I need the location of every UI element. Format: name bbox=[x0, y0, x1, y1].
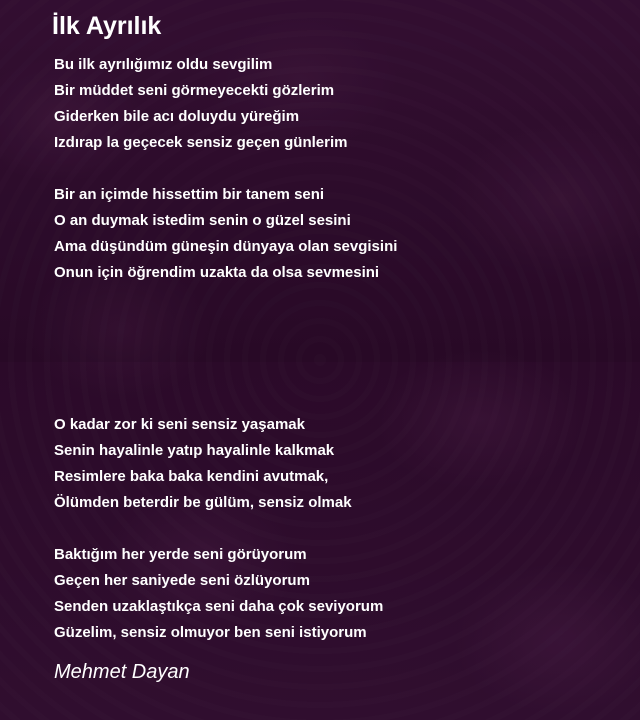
poem-line: Senden uzaklaştıkça seni daha çok seviyorum bbox=[54, 598, 384, 615]
stanza-4 bbox=[54, 542, 383, 646]
stanza-3 bbox=[54, 412, 352, 516]
poem-line: Bu ilk ayrılığımız oldu sevgilim bbox=[54, 56, 273, 73]
poem-line: Bir an içimde hissettim bir tanem seni bbox=[54, 186, 325, 203]
poem-line: Bir müddet seni görmeyecekti gözlerim bbox=[54, 82, 335, 99]
poem-line: Baktığım her yerde seni görüyorum bbox=[54, 546, 307, 563]
poem-line: Güzelim, sensiz olmuyor ben seni istiyorum bbox=[54, 624, 367, 641]
poem-line: Onun için öğrendim uzakta da olsa sevmesini bbox=[54, 264, 380, 281]
poem-line: Senin hayalinle yatıp hayalinle kalkmak bbox=[54, 442, 335, 459]
poem-line: O an duymak istedim senin o güzel sesini bbox=[54, 212, 351, 229]
stanza-1 bbox=[54, 52, 347, 156]
poem-author: Mehmet Dayan bbox=[54, 661, 190, 683]
poem-line: Ama düşündüm güneşin dünyaya olan sevgisini bbox=[54, 238, 398, 255]
poem-line: Izdırap la geçecek sensiz geçen günlerim bbox=[54, 134, 348, 151]
poem-line: Giderken bile acı doluydu yüreğim bbox=[54, 108, 300, 125]
poem-line: O kadar zor ki seni sensiz yaşamak bbox=[54, 416, 305, 433]
poem-line: Resimlere baka baka kendini avutmak, bbox=[54, 468, 329, 485]
poem-line: Geçen her saniyede seni özlüyorum bbox=[54, 572, 310, 589]
stanza-2 bbox=[54, 182, 397, 286]
poem-line: Ölümden beterdir be gülüm, sensiz olmak bbox=[54, 494, 352, 511]
poem-title: İlk Ayrılık bbox=[52, 12, 162, 40]
